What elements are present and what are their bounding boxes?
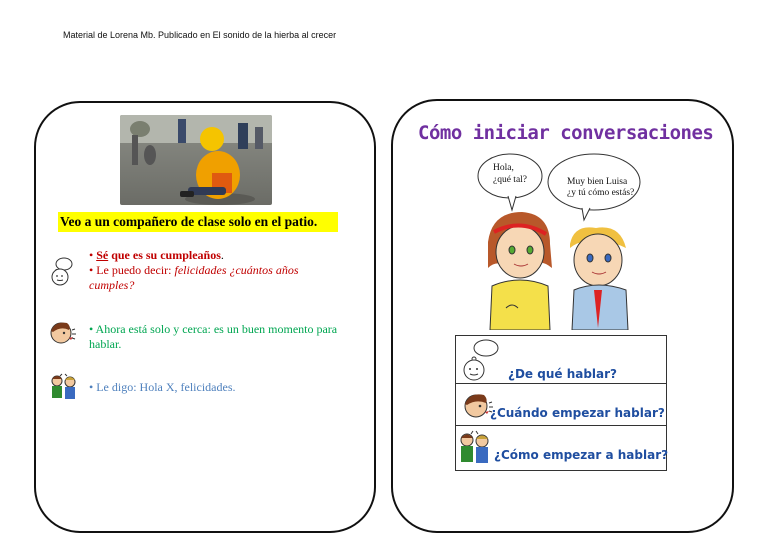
bubble-left-line2: ¿qué tal? (493, 175, 528, 185)
two-kids-talking-icon (458, 430, 492, 466)
say-prefix: • Le puedo decir: (89, 263, 175, 277)
thinking-face-icon (460, 338, 500, 382)
bullet-good-moment: • Ahora está solo y cerca: es un buen momento para hablar. (89, 322, 338, 351)
talking-face-icon (47, 318, 77, 348)
birthday-text: que es su cumpleaños (108, 248, 221, 262)
page-title: Cómo iniciar conversaciones (418, 122, 714, 144)
two-kids-talking-icon (48, 373, 80, 401)
bubble-right-line2: ¿y tú cómo estás? (567, 188, 635, 198)
thinking-face-icon (48, 254, 78, 286)
bullet-say-hello: • Le digo: Hola X, felicidades. (89, 380, 236, 394)
credit-line: Material de Lorena Mb. Publicado en El sonido de la hierba al crecer (63, 30, 337, 40)
question-row (456, 426, 669, 470)
bullet-marker: • (89, 248, 97, 262)
situation-heading: Veo a un compañero de clase solo en el patio. (58, 212, 338, 232)
say-phrase: felicidades ¿cuántos años cumples? (89, 263, 299, 292)
questions-table (455, 335, 667, 471)
question-when: ¿Cuándo empezar hablar? (490, 406, 665, 420)
period: . (220, 248, 224, 262)
question-what: ¿De qué hablar? (508, 367, 618, 381)
bubble-right-line1: Muy bien Luisa (567, 177, 628, 187)
kids-conversation-illustration (470, 148, 650, 330)
bullet-birthday (89, 248, 339, 293)
se-word: Sé (96, 248, 109, 262)
question-row (456, 336, 666, 384)
question-row (456, 384, 666, 426)
question-how: ¿Cómo empezar a hablar? (494, 448, 669, 462)
playground-photo (120, 115, 272, 205)
bubble-left-line1: Hola, (493, 163, 514, 173)
